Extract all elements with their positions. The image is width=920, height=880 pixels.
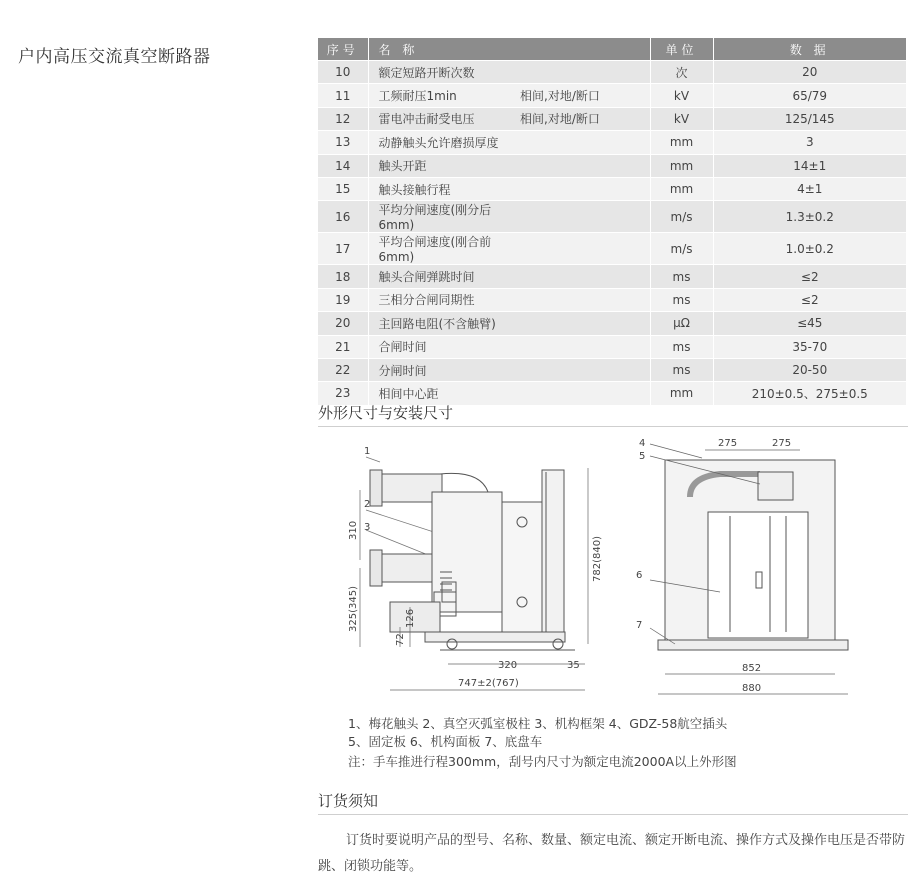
- cell-name: 相间中心距: [368, 382, 518, 405]
- cell-value: 125/145: [713, 107, 906, 130]
- label-6: 6: [636, 570, 643, 581]
- cell-note: [518, 233, 650, 265]
- cell-unit: 次: [650, 61, 713, 84]
- cell-name: 触头开距: [368, 154, 518, 177]
- cell-unit: ms: [650, 358, 713, 381]
- table-row: [318, 84, 906, 107]
- label-1: 1: [364, 446, 371, 457]
- cell-value: 20: [713, 61, 906, 84]
- label-3: 3: [364, 522, 371, 533]
- dim-35: 35: [567, 660, 580, 671]
- cell-no: 20: [318, 312, 368, 335]
- dim-747: 747±2(767): [458, 678, 519, 689]
- dimension-drawing: [330, 432, 910, 712]
- table-row: [318, 335, 906, 358]
- table-row: [318, 201, 906, 233]
- table-row: [318, 358, 906, 381]
- order-section-title: 订货须知: [318, 792, 379, 810]
- cell-note: [518, 382, 650, 405]
- cell-no: 11: [318, 84, 368, 107]
- cell-no: 16: [318, 201, 368, 233]
- cell-no: 21: [318, 335, 368, 358]
- cell-unit: m/s: [650, 233, 713, 265]
- section-divider: [318, 814, 908, 815]
- header-value: 数 据: [713, 38, 906, 61]
- cell-value: ≤2: [713, 288, 906, 311]
- cell-unit: mm: [650, 131, 713, 154]
- dim-126: 126: [405, 608, 416, 628]
- cell-no: 14: [318, 154, 368, 177]
- table-header-row: [318, 38, 906, 61]
- cell-value: 65/79: [713, 84, 906, 107]
- cell-name: 额定短路开断次数: [368, 61, 518, 84]
- header-no: 序号: [318, 38, 368, 61]
- cell-value: 1.0±0.2: [713, 233, 906, 265]
- cell-unit: kV: [650, 107, 713, 130]
- cell-no: 22: [318, 358, 368, 381]
- cell-note: [518, 312, 650, 335]
- cell-no: 12: [318, 107, 368, 130]
- cell-no: 18: [318, 265, 368, 288]
- cell-name: 合闸时间: [368, 335, 518, 358]
- cell-name: 分闸时间: [368, 358, 518, 381]
- cell-unit: kV: [650, 84, 713, 107]
- dim-325: 325(345): [348, 586, 359, 632]
- cell-unit: mm: [650, 154, 713, 177]
- cell-no: 10: [318, 61, 368, 84]
- cell-no: 15: [318, 177, 368, 200]
- table-row: [318, 154, 906, 177]
- spec-table: [318, 38, 906, 405]
- table-row: [318, 107, 906, 130]
- legend-line-2: 5、固定板 6、机构面板 7、底盘车: [348, 734, 543, 749]
- side-view: [366, 457, 575, 650]
- cell-name: 主回路电阻(不含触臂): [368, 312, 518, 335]
- dimensions-section-title: 外形尺寸与安装尺寸: [318, 404, 454, 422]
- legend-line-1: 1、梅花触头 2、真空灭弧室极柱 3、机构框架 4、GDZ-58航空插头: [348, 716, 728, 731]
- cell-value: 3: [713, 131, 906, 154]
- cell-value: ≤2: [713, 265, 906, 288]
- cell-note: [518, 288, 650, 311]
- cell-unit: ms: [650, 288, 713, 311]
- table-row: [318, 312, 906, 335]
- cell-note: 相间,对地/断口: [518, 84, 650, 107]
- cell-note: [518, 358, 650, 381]
- dim-310: 310: [348, 520, 359, 540]
- table-row: [318, 61, 906, 84]
- cell-note: 相间,对地/断口: [518, 107, 650, 130]
- cell-value: 14±1: [713, 154, 906, 177]
- cell-value: 4±1: [713, 177, 906, 200]
- section-divider: [318, 426, 908, 427]
- cell-no: 19: [318, 288, 368, 311]
- cell-unit: μΩ: [650, 312, 713, 335]
- cell-value: 35-70: [713, 335, 906, 358]
- header-unit: 单位: [650, 38, 713, 61]
- dim-275-right: 275: [772, 438, 792, 449]
- cell-note: [518, 61, 650, 84]
- table-row: [318, 288, 906, 311]
- label-2: 2: [364, 499, 371, 510]
- cell-value: ≤45: [713, 312, 906, 335]
- legend-note: 注：手车推进行程300mm，刮号内尺寸为额定电流2000A以上外形图: [348, 754, 737, 769]
- cell-unit: m/s: [650, 201, 713, 233]
- cell-name: 三相分合闸同期性: [368, 288, 518, 311]
- cell-no: 23: [318, 382, 368, 405]
- cell-note: [518, 201, 650, 233]
- page-title: 户内高压交流真空断路器: [18, 47, 211, 67]
- cell-no: 13: [318, 131, 368, 154]
- cell-no: 17: [318, 233, 368, 265]
- cell-name: 触头合闸弹跳时间: [368, 265, 518, 288]
- dim-852: 852: [742, 663, 762, 674]
- cell-name: 平均分闸速度(刚分后6mm): [368, 201, 518, 233]
- cell-name: 触头接触行程: [368, 177, 518, 200]
- order-text: 订货时要说明产品的型号、名称、数量、额定电流、额定开断电流、操作方式及操作电压是否带防跳、闭锁功能等。: [318, 833, 906, 874]
- header-name: 名 称: [368, 38, 650, 61]
- cell-unit: ms: [650, 265, 713, 288]
- table-row: [318, 265, 906, 288]
- cell-unit: ms: [650, 335, 713, 358]
- label-7: 7: [636, 620, 643, 631]
- label-4: 4: [639, 438, 646, 449]
- dim-72: 72: [395, 633, 406, 646]
- table-row: [318, 233, 906, 265]
- label-5: 5: [639, 451, 646, 462]
- cell-name: 工频耐压1min: [368, 84, 518, 107]
- dim-275-left: 275: [718, 438, 738, 449]
- cell-note: [518, 335, 650, 358]
- cell-unit: mm: [650, 382, 713, 405]
- cell-note: [518, 177, 650, 200]
- cell-note: [518, 131, 650, 154]
- cell-value: 20-50: [713, 358, 906, 381]
- front-view: [658, 460, 848, 650]
- dim-880: 880: [742, 683, 762, 694]
- table-row: [318, 131, 906, 154]
- dim-320: 320: [498, 660, 518, 671]
- cell-value: 210±0.5、275±0.5: [713, 382, 906, 405]
- dim-782: 782(840): [592, 536, 603, 582]
- cell-name: 动静触头允许磨损厚度: [368, 131, 518, 154]
- cell-name: 平均合闸速度(刚合前6mm): [368, 233, 518, 265]
- cell-unit: mm: [650, 177, 713, 200]
- cell-name: 雷电冲击耐受电压: [368, 107, 518, 130]
- cell-value: 1.3±0.2: [713, 201, 906, 233]
- table-row: [318, 177, 906, 200]
- cell-note: [518, 154, 650, 177]
- cell-note: [518, 265, 650, 288]
